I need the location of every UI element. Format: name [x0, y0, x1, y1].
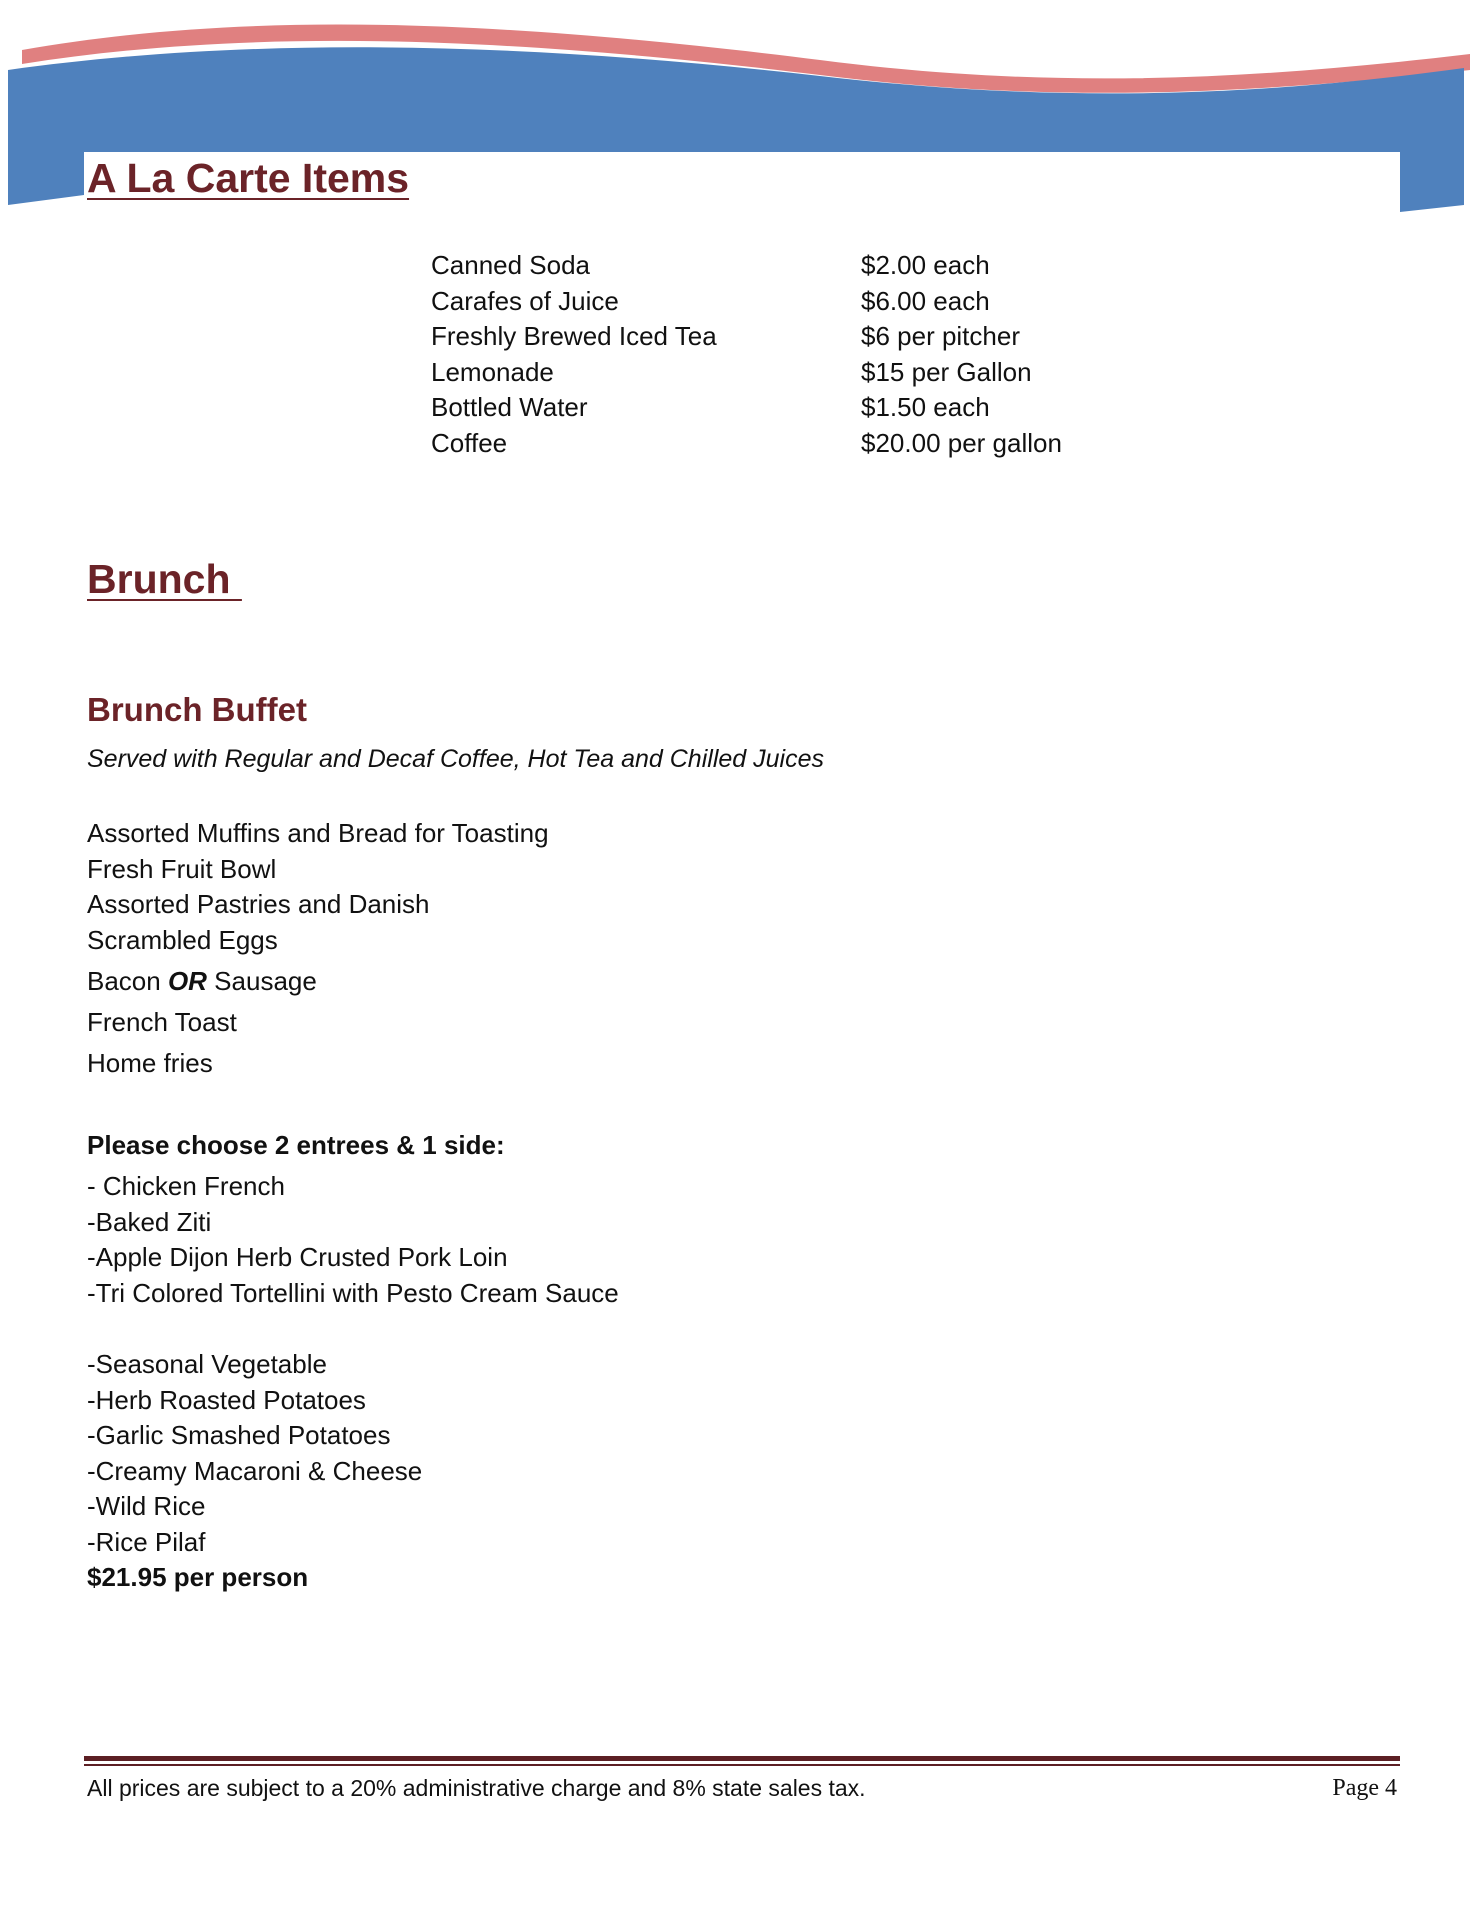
menu-item: French Toast	[87, 1007, 237, 1037]
a-la-carte-row	[0, 318, 1484, 354]
side-option: -Wild Rice	[87, 1491, 206, 1521]
entree-option: -Apple Dijon Herb Crusted Pork Loin	[87, 1242, 508, 1272]
a-la-carte-title: A La Carte Items	[87, 155, 410, 201]
menu-item: Fresh Fruit Bowl	[87, 854, 277, 884]
item-name: Carafes of Juice	[431, 286, 619, 316]
footer-rule-thin	[84, 1764, 1400, 1766]
or-emphasis: OR	[167, 966, 207, 996]
sausage-text: Sausage	[206, 966, 317, 996]
item-price: $15 per Gallon	[861, 357, 1032, 387]
entree-option: -Baked Ziti	[87, 1207, 212, 1237]
buffet-price: $21.95 per person	[87, 1562, 309, 1592]
item-name: Coffee	[431, 428, 508, 458]
footer-price-note: All prices are subject to a 20% administrative charge and 8% state sales tax.	[87, 1775, 866, 1801]
item-name: Canned Soda	[431, 250, 591, 280]
side-option: -Rice Pilaf	[87, 1527, 206, 1557]
menu-item-bacon-or-sausage	[87, 963, 317, 999]
item-price: $1.50 each	[861, 392, 990, 422]
item-name: Freshly Brewed Iced Tea	[431, 321, 717, 351]
brunch-title: Brunch	[87, 556, 242, 602]
a-la-carte-row	[0, 354, 1484, 390]
brunch-buffet-title: Brunch Buffet	[87, 691, 307, 728]
a-la-carte-row	[0, 247, 1484, 283]
a-la-carte-row	[0, 389, 1484, 425]
item-name: Bottled Water	[431, 392, 588, 422]
a-la-carte-row	[0, 425, 1484, 461]
item-price: $20.00 per gallon	[861, 428, 1062, 458]
page-number: Page 4	[1332, 1775, 1397, 1801]
item-price: $6 per pitcher	[861, 321, 1020, 351]
side-option: -Herb Roasted Potatoes	[87, 1385, 366, 1415]
item-price: $6.00 each	[861, 286, 990, 316]
bacon-text: Bacon	[87, 966, 168, 996]
menu-item: Assorted Pastries and Danish	[87, 889, 430, 919]
entree-option: -Tri Colored Tortellini with Pesto Cream Sauce	[87, 1278, 619, 1308]
side-option: -Creamy Macaroni & Cheese	[87, 1456, 423, 1486]
side-option: -Garlic Smashed Potatoes	[87, 1420, 391, 1450]
menu-item: Scrambled Eggs	[87, 925, 278, 955]
footer-rule	[84, 1756, 1400, 1761]
item-price: $2.00 each	[861, 250, 990, 280]
menu-item: Assorted Muffins and Bread for Toasting	[87, 818, 549, 848]
entree-option: - Chicken French	[87, 1171, 285, 1201]
a-la-carte-row	[0, 283, 1484, 319]
served-with-note: Served with Regular and Decaf Coffee, Hot Tea and Chilled Juices	[87, 745, 824, 773]
side-option: -Seasonal Vegetable	[87, 1349, 327, 1379]
choose-entrees-label: Please choose 2 entrees & 1 side:	[87, 1130, 505, 1160]
menu-item: Home fries	[87, 1048, 213, 1078]
item-name: Lemonade	[431, 357, 554, 387]
